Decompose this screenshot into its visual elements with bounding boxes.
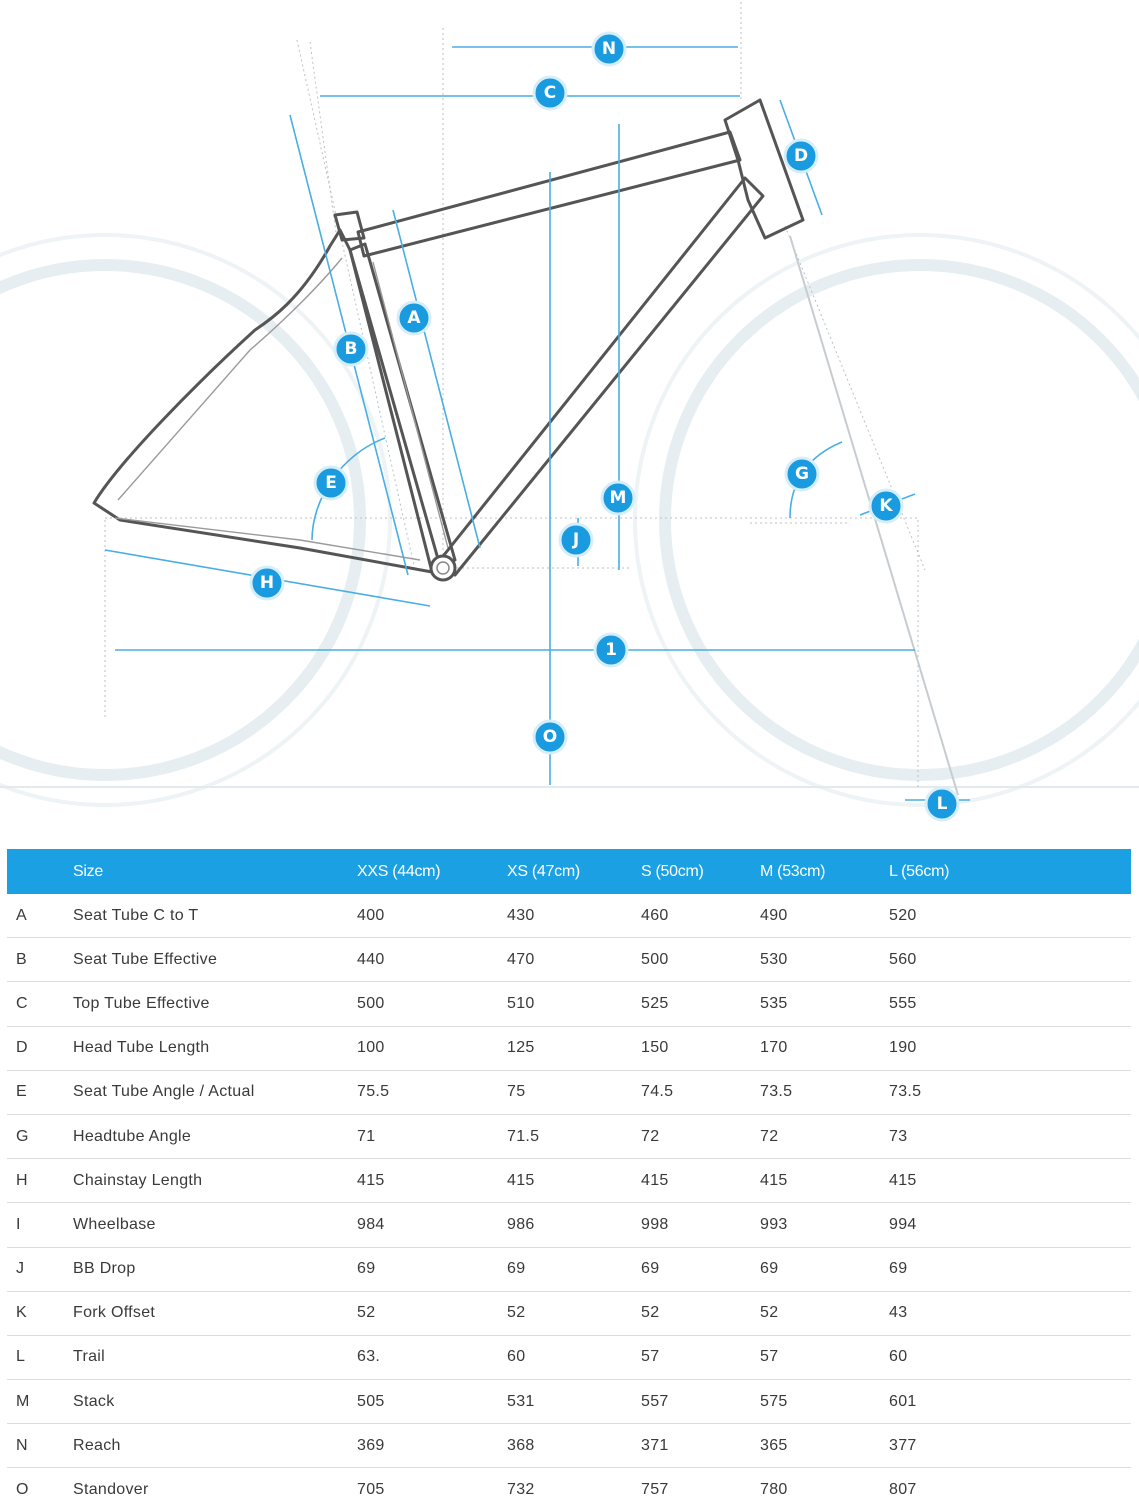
row-value: 150 [641,1026,760,1070]
row-value: 440 [357,938,507,982]
row-value: 490 [760,894,889,938]
row-value: 71.5 [507,1114,641,1158]
table-row [7,1380,1131,1424]
row-value: 732 [507,1481,535,1499]
header-m: M (53cm) [760,862,826,880]
row-value: 377 [889,1424,1131,1468]
geometry-table [7,849,1131,1512]
row-label: Seat Tube C to T [73,894,357,938]
row-value: 994 [889,1203,1131,1247]
row-value: 69 [641,1247,760,1291]
bike-frame [94,100,958,795]
row-value: 60 [507,1335,641,1379]
row-value: 371 [641,1424,760,1468]
row-value: 72 [641,1114,760,1158]
row-value: 757 [641,1481,669,1499]
marker-I [595,634,627,666]
row-value: 69 [760,1247,889,1291]
marker-E-label: E [325,473,337,493]
row-label: Stack [73,1380,357,1424]
construction-lines [105,2,925,790]
marker-B-label: B [344,339,358,359]
row-key: G [7,1114,73,1158]
row-value: 705 [357,1481,385,1499]
row-key: A [7,894,73,938]
row-value: 470 [507,938,641,982]
row-value: 69 [889,1247,1131,1291]
row-value: 100 [357,1026,507,1070]
row-value: 807 [889,1481,917,1499]
row-value: 520 [889,894,1131,938]
row-value: 415 [641,1159,760,1203]
table-row [7,1026,1131,1070]
row-value: 984 [357,1203,507,1247]
table-row [7,1159,1131,1203]
row-value: 400 [357,894,507,938]
row-value: 998 [641,1203,760,1247]
table-row [7,1468,1131,1512]
row-value: 71 [357,1114,507,1158]
row-value: 368 [507,1424,641,1468]
row-key: D [7,1026,73,1070]
row-value: 365 [760,1424,889,1468]
table-header-row [7,849,1131,894]
row-value: 460 [641,894,760,938]
row-value: 190 [889,1026,1131,1070]
row-value: 415 [889,1159,1131,1203]
row-value: 74.5 [641,1070,760,1114]
row-label: Chainstay Length [73,1159,357,1203]
row-label: Fork Offset [73,1291,357,1335]
row-value: 780 [760,1481,788,1499]
marker-J-label: J [572,530,580,550]
row-label: Head Tube Length [73,1026,357,1070]
row-value: 52 [357,1291,507,1335]
row-value: 72 [760,1114,889,1158]
marker-C-label: C [543,83,557,103]
marker-A [398,302,430,334]
row-value: 415 [760,1159,889,1203]
header-xxs: XXS (44cm) [357,862,441,880]
row-key: J [7,1247,73,1291]
row-label: Headtube Angle [73,1114,357,1158]
table-row [7,1424,1131,1468]
row-value: 73.5 [889,1070,1131,1114]
row-value: 500 [357,982,507,1026]
marker-L [926,788,958,820]
marker-N-label: N [601,39,617,59]
header-s: S (50cm) [641,862,704,880]
row-value: 43 [889,1291,1131,1335]
row-label: Trail [73,1335,357,1379]
row-value: 52 [641,1291,760,1335]
marker-O-label: O [542,727,558,747]
row-value: 575 [760,1380,889,1424]
marker-K-label: K [879,496,893,516]
row-value: 525 [641,982,760,1026]
row-key: N [7,1424,73,1468]
table-row [7,1114,1131,1158]
row-value: 415 [507,1159,641,1203]
header-xs: XS (47cm) [507,862,580,880]
row-value: 170 [760,1026,889,1070]
row-value: 369 [357,1424,507,1468]
row-value: 415 [357,1159,507,1203]
marker-D [785,140,817,172]
row-value: 75.5 [357,1070,507,1114]
marker-N [593,33,625,65]
row-label: Seat Tube Angle / Actual [73,1070,357,1114]
row-label: Wheelbase [73,1203,357,1247]
table-row [7,1247,1131,1291]
dimension-lines [105,47,970,800]
row-label: Top Tube Effective [73,982,357,1026]
row-key: C [7,982,73,1026]
row-value: 60 [889,1335,1131,1379]
row-value: 63. [357,1335,507,1379]
marker-K [870,490,902,522]
row-label: BB Drop [73,1247,357,1291]
row-key: E [7,1070,73,1114]
row-value: 125 [507,1026,641,1070]
table-row [7,1291,1131,1335]
row-value: 75 [507,1070,641,1114]
row-value: 510 [507,982,641,1026]
table-row [7,894,1131,938]
marker-M [602,482,634,514]
header-key [7,849,73,894]
marker-M-label: M [609,488,627,508]
row-label: Seat Tube Effective [73,938,357,982]
marker-B [335,333,367,365]
marker-I-label: 1 [605,640,617,660]
row-key: O [16,1481,29,1499]
table-row [7,938,1131,982]
row-label: Reach [73,1424,357,1468]
rear-wheel [0,235,390,805]
row-value: 57 [760,1335,889,1379]
row-key: M [7,1380,73,1424]
row-key: I [7,1203,73,1247]
table-row [7,1335,1131,1379]
row-value: 555 [889,982,1131,1026]
row-value: 52 [507,1291,641,1335]
row-value: 73 [889,1114,1131,1158]
row-key: B [7,938,73,982]
marker-E [315,467,347,499]
row-value: 430 [507,894,641,938]
row-value: 69 [357,1247,507,1291]
row-label: Standover [73,1481,149,1499]
row-value: 57 [641,1335,760,1379]
marker-G-label: G [795,464,809,484]
row-value: 531 [507,1380,641,1424]
marker-H [251,567,283,599]
marker-J [560,524,592,556]
row-value: 601 [889,1380,1131,1424]
row-value: 535 [760,982,889,1026]
marker-O [534,721,566,753]
marker-C [534,77,566,109]
marker-L-label: L [936,794,948,814]
row-value: 52 [760,1291,889,1335]
header-l: L (56cm) [889,862,950,880]
marker-D-label: D [793,146,809,166]
row-value: 500 [641,938,760,982]
table-row [7,1070,1131,1114]
row-value: 993 [760,1203,889,1247]
row-value: 560 [889,938,1131,982]
row-value: 505 [357,1380,507,1424]
header-size: Size [73,862,103,880]
table-row [7,1203,1131,1247]
marker-A-label: A [407,308,421,328]
row-key: L [7,1335,73,1379]
row-key: H [7,1159,73,1203]
row-value: 530 [760,938,889,982]
row-value: 986 [507,1203,641,1247]
row-value: 557 [641,1380,760,1424]
table-row [7,982,1131,1026]
row-key: K [7,1291,73,1335]
row-value: 69 [507,1247,641,1291]
marker-H-label: H [259,573,275,593]
row-value: 73.5 [760,1070,889,1114]
marker-G [786,458,818,490]
